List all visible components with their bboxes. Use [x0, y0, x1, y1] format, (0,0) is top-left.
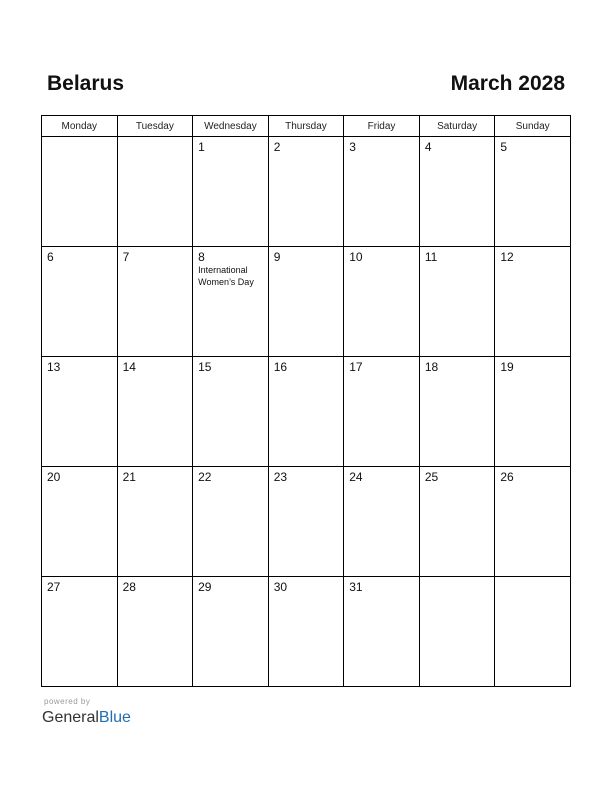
day-cell [117, 137, 193, 247]
week-row [42, 247, 571, 357]
day-cell [268, 247, 344, 357]
day-number: 27 [47, 580, 61, 594]
day-cell [419, 247, 495, 357]
day-number: 18 [424, 360, 439, 374]
day-number: 13 [47, 360, 61, 374]
day-number: 11 [424, 250, 438, 264]
day-number: 29 [198, 580, 212, 594]
day-cell [193, 467, 269, 577]
day-cell [419, 577, 495, 687]
day-cell [419, 357, 495, 467]
holiday-label: International Women’s Day [198, 265, 254, 287]
day-cell [42, 137, 118, 247]
day-number [420, 577, 495, 580]
day-cell [495, 137, 571, 247]
day-cell [193, 137, 269, 247]
day-number: 10 [349, 250, 363, 264]
day-cell [117, 577, 193, 687]
generalblue-footer [42, 697, 131, 728]
day-number: 15 [198, 360, 212, 374]
day-cell [268, 577, 344, 687]
day-cell [42, 467, 118, 577]
day-cell [344, 357, 420, 467]
day-number: 31 [349, 580, 363, 594]
day-number: 16 [273, 360, 288, 374]
day-cell [419, 467, 495, 577]
brand-blue-text: Blue [98, 709, 131, 726]
weekday-header-sunday: Sunday [495, 116, 571, 137]
week-row [42, 577, 571, 687]
day-number: 1 [198, 140, 205, 154]
day-number: 24 [349, 470, 363, 484]
day-cell [495, 357, 571, 467]
day-number: 6 [47, 250, 54, 264]
month-year-title: March 2028 [450, 72, 565, 95]
powered-by-label: powered by [44, 697, 91, 706]
generalblue-logo[interactable] [42, 708, 131, 728]
day-number: 21 [122, 470, 136, 484]
day-cell [42, 577, 118, 687]
day-cell [268, 467, 344, 577]
day-cell [495, 467, 571, 577]
day-number: 17 [349, 360, 363, 374]
day-number: 23 [273, 470, 288, 484]
day-cell [344, 467, 420, 577]
day-number: 7 [122, 250, 130, 264]
week-row [42, 467, 571, 577]
day-cell [42, 357, 118, 467]
weekday-header-tuesday: Tuesday [117, 116, 193, 137]
day-cell [419, 137, 495, 247]
weekday-header-wednesday: Wednesday [193, 116, 269, 137]
day-cell [193, 357, 269, 467]
brand-general-text: General [42, 709, 99, 726]
calendar-grid [41, 115, 571, 687]
day-number: 2 [273, 140, 281, 154]
day-cell [42, 247, 118, 357]
day-number: 26 [500, 470, 514, 484]
day-number: 3 [349, 140, 356, 154]
day-number: 14 [122, 360, 136, 374]
day-cell [268, 357, 344, 467]
day-number [495, 577, 570, 580]
weekday-header-thursday: Thursday [268, 116, 344, 137]
day-number [42, 137, 117, 140]
day-number: 25 [424, 470, 439, 484]
day-cell [193, 577, 269, 687]
week-row [42, 137, 571, 247]
day-number: 20 [47, 470, 61, 484]
day-number: 5 [500, 140, 508, 154]
weekday-header-saturday: Saturday [419, 116, 495, 137]
weekday-header-friday: Friday [344, 116, 420, 137]
weekday-header-monday: Monday [42, 116, 118, 137]
day-number: 8 [198, 250, 205, 264]
day-cell [344, 247, 420, 357]
day-cell [344, 577, 420, 687]
week-row [42, 357, 571, 467]
day-number: 30 [273, 580, 288, 594]
day-cell [495, 247, 571, 357]
day-cell [344, 137, 420, 247]
day-cell [117, 247, 193, 357]
country-title: Belarus [47, 72, 125, 95]
day-number: 4 [424, 140, 432, 154]
day-cell [495, 577, 571, 687]
day-cell [117, 467, 193, 577]
day-number: 12 [500, 250, 514, 264]
day-cell [117, 357, 193, 467]
day-number: 28 [122, 580, 136, 594]
day-cell [268, 137, 344, 247]
day-number: 9 [273, 250, 281, 264]
weekday-header-row [42, 116, 571, 137]
day-number [118, 137, 193, 140]
day-number: 19 [500, 360, 514, 374]
day-cell [193, 247, 269, 357]
day-number: 22 [198, 470, 212, 484]
